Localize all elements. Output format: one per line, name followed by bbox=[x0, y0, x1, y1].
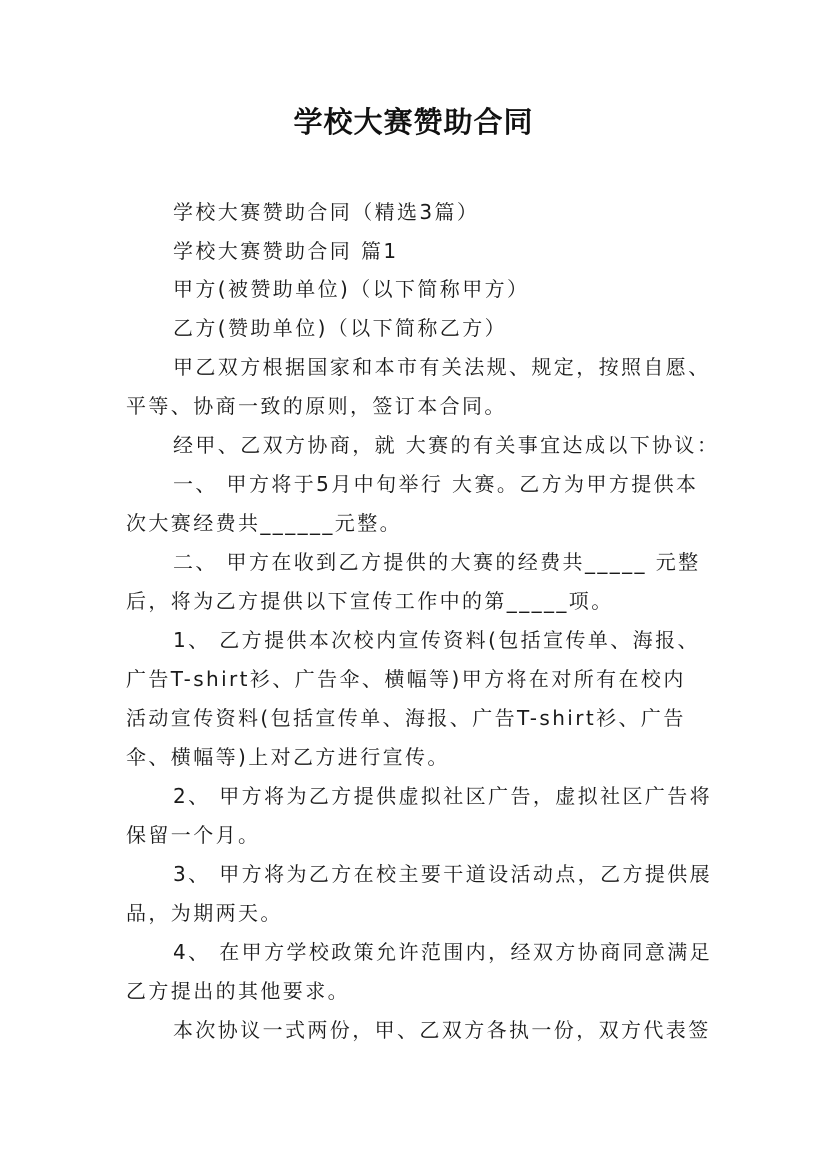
item-four-line: 4、 在甲方学校政策允许范围内，经双方协商同意满足 bbox=[173, 940, 713, 964]
party-b-line: 乙方(赞助单位)（以下简称乙方） bbox=[173, 316, 508, 340]
item-two-line: 保留一个月。 bbox=[126, 823, 261, 847]
item-three-line: 3、 甲方将为乙方在校主要干道设活动点，乙方提供展 bbox=[173, 862, 713, 886]
section-heading: 学校大赛赞助合同 篇1 bbox=[173, 239, 399, 263]
item-one-line: 1、 乙方提供本次校内宣传资料(包括宣传单、海报、 bbox=[173, 628, 700, 652]
paragraph-line: 甲乙双方根据国家和本市有关法规、规定，按照自愿、 bbox=[173, 355, 711, 379]
subtitle-selection: 学校大赛赞助合同（精选3篇） bbox=[173, 200, 480, 224]
document-title: 学校大赛赞助合同 bbox=[293, 105, 534, 139]
item-one-line: 活动宣传资料(包括宣传单、海报、广告T-shirt衫、广告 bbox=[126, 706, 686, 730]
item-one-line: 伞、横幅等)上对乙方进行宣传。 bbox=[126, 745, 450, 769]
closing-line: 本次协议一式两份，甲、乙双方各执一份，双方代表签 bbox=[173, 1018, 711, 1042]
paragraph-line: 平等、协商一致的原则，签订本合同。 bbox=[126, 394, 507, 418]
item-three-line: 品，为期两天。 bbox=[126, 901, 283, 925]
paragraph-line: 经甲、乙双方协商，就 大赛的有关事宜达成以下协议： bbox=[173, 433, 720, 457]
item-two-line: 2、 甲方将为乙方提供虚拟社区广告，虚拟社区广告将 bbox=[173, 784, 713, 808]
item-one-line: 广告T-shirt衫、广告伞、横幅等)甲方将在对所有在校内 bbox=[126, 667, 686, 691]
party-a-line: 甲方(被赞助单位)（以下简称甲方） bbox=[173, 277, 530, 301]
clause-two-line: 二、 甲方在收到乙方提供的大赛的经费共_____ 元整 bbox=[173, 550, 701, 574]
clause-one-line: 一、 甲方将于5月中旬举行 大赛。乙方为甲方提供本 bbox=[173, 472, 699, 496]
item-four-line: 乙方提出的其他要求。 bbox=[126, 979, 350, 1003]
clause-two-line: 后，将为乙方提供以下宣传工作中的第_____项。 bbox=[126, 589, 614, 613]
clause-one-line: 次大赛经费共______元整。 bbox=[126, 511, 402, 535]
